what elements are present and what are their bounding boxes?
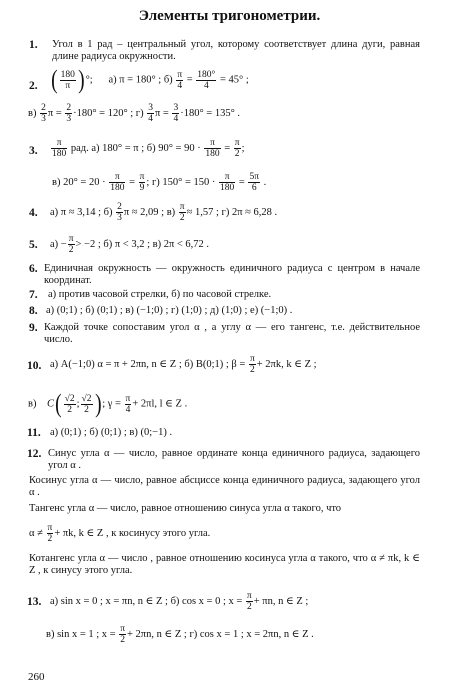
item-9-text: Каждой точке сопоставим угол α , а углу α — его тангенс, т.е. действительное число.	[44, 322, 420, 345]
item-2-line-2: в) $\frac{2}{3}$ π = $\frac{2}{3}$ ·180° = 120° ; г) $\frac{3}{4}$ π = $\frac{3}{4}$ ·180° = 135° .	[28, 103, 241, 124]
item-12-paragraph-3-cont: α ≠ $\frac{\pi}{2}$ + πk, k ∈ Z , к косинусу этого угла.	[29, 523, 211, 544]
item-number-6: 6.	[29, 263, 38, 275]
item-5-text: а) − $\frac{\pi}{2}$ > −2 ; б) π < 3,2 ; в) 2π < 6,72 .	[50, 234, 210, 255]
item-number-11: 11.	[27, 427, 41, 439]
item-11-text: а) (0;1) ; б) (0;1) ; в) (0;−1) .	[50, 427, 173, 438]
item-number-5: 5.	[29, 239, 38, 251]
item-2-line-1: ( $\frac{180}{\pi}$ )°; а) π = 180° ; б) $\frac{\pi}{4}$ = $\frac{180^\circ}{4}$ = 45° ;	[51, 65, 249, 94]
item-12-paragraph-4: Котангенс угла α — число , равное отношению косинуса угла α такого, что α ≠ πk, k ∈ Z , к синусу этого угла.	[29, 553, 420, 576]
item-6-text: Единичная окружность — окружность единичного радиуса с центром в начале координат.	[44, 263, 420, 286]
item-number-9: 9.	[29, 322, 38, 334]
item-3-line-1: $\frac{\pi}{180}$ рад. а) 180° = π ; б) 90° = 90 · $\frac{\pi}{180}$ = $\frac{\pi}{2}$ ;	[52, 138, 245, 159]
item-number-13: 13.	[27, 596, 42, 608]
item-number-4: 4.	[29, 207, 38, 219]
item-number-10: 10.	[27, 360, 42, 372]
item-4-text: а) π ≈ 3,14 ; б) $\frac{2}{3}$ π ≈ 2,09 ; в) $\frac{\pi}{2}$ ≈ 1,57 ; г) 2π ≈ 6,28 .	[50, 202, 278, 223]
item-number-7: 7.	[29, 289, 38, 301]
item-3-line-2: в) 20° = 20 · $\frac{\pi}{180}$ = $\frac{\pi}{9}$ ; г) 150° = 150 · $\frac{\pi}{180}$ = $\frac{5\pi}{6}$ .	[52, 172, 267, 193]
page-title: Элементы тригонометрии.	[138, 8, 321, 24]
item-12-paragraph-2: Косинус угла α — число, равное абсциссе конца единичного радиуса, задающего угол α .	[29, 475, 420, 498]
item-7-text: а) против часовой стрелки, б) по часовой стрелке.	[48, 289, 272, 300]
fraction-180-over-pi: $\frac{180}{\pi}$	[60, 69, 75, 91]
item-8-text: а) (0;1) ; б) (0;1) ; в) (−1;0) ; г) (1;0) ; д) (1;0) ; е) (−1;0) .	[46, 305, 293, 316]
item-12-paragraph-3: Тангенс угла α — число, равное отношению синуса угла α такого, что	[29, 503, 342, 514]
item-number-12: 12.	[27, 448, 42, 460]
item-number-3: 3.	[29, 145, 38, 157]
item-number-1: 1.	[29, 39, 38, 51]
item-10-line-1: а) A(−1;0) α = π + 2πn, n ∈ Z ; б) B(0;1) ; β = $\frac{\pi}{2}$ + 2πk, k ∈ Z ;	[50, 354, 317, 375]
item-13-line-1: а) sin x = 0 ; x = πn, n ∈ Z ; б) cos x = 0 ; x = $\frac{\pi}{2}$ + πn, n ∈ Z ;	[50, 591, 309, 612]
item-12-paragraph-1: Синус угла α — число, равное ординате конца единичного радиуса, задающего угол α .	[48, 448, 420, 471]
item-1-text: Угол в 1 рад – центральный угол, которому соответствует длина дуги, равная длине радиуса окружности.	[52, 39, 420, 62]
item-number-2: 2.	[29, 80, 38, 92]
item-13-line-2: в) sin x = 1 ; x = $\frac{\pi}{2}$ + 2πn, n ∈ Z ; г) cos x = 1 ; x = 2πn, n ∈ Z .	[46, 624, 314, 645]
page-number: 260	[28, 671, 45, 683]
item-number-8: 8.	[29, 305, 38, 317]
item-10-line-2: в) C( $\frac{√2}{2}$ ; $\frac{√2}{2}$ ); γ = $\frac{\pi}{4}$ + 2πl, l ∈ Z .	[28, 389, 188, 418]
